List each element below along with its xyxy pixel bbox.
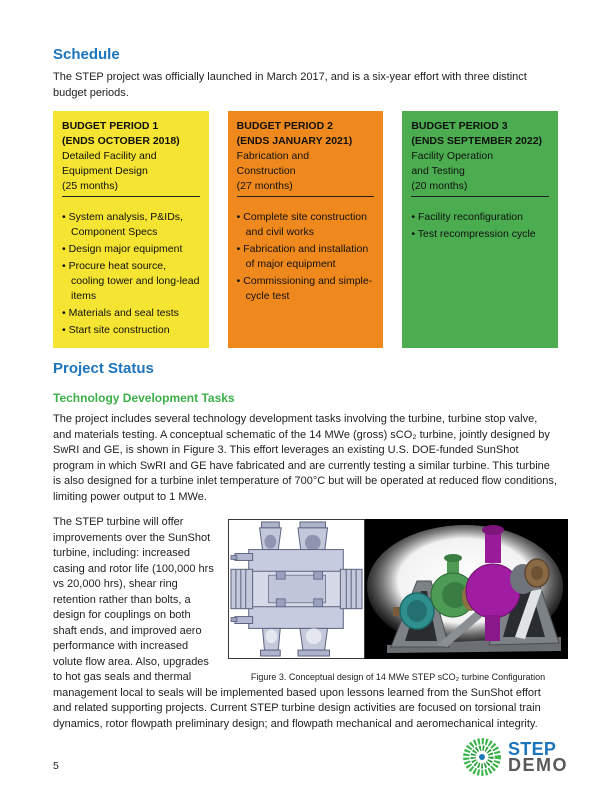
divider (237, 196, 375, 197)
logo-demo-text: DEMO (508, 755, 568, 775)
logo-wordmark (508, 741, 568, 773)
list-item: • Start site construction (62, 323, 200, 338)
turbine-swirl-icon (461, 736, 503, 778)
turbine-section (53, 515, 558, 742)
list-item: • Commissioning and simple-cycle test (237, 274, 375, 304)
budget-period-3-box (402, 111, 558, 348)
figure-3-caption: Figure 3. Conceptual design of 14 MWe STEP sCO₂ turbine Configuration (250, 672, 546, 682)
turbine-cross-section-drawing (228, 519, 365, 659)
box3-bullet-list (411, 210, 549, 242)
box3-title-line2: (ENDS SEPTEMBER 2022) (411, 135, 543, 147)
box2-subtitle-line1: Fabrication and (236, 150, 310, 162)
logo-step-text: STEP (508, 739, 557, 759)
page-number: 5 (53, 760, 59, 772)
list-item: • Materials and seal tests (62, 306, 200, 321)
list-item: • Fabrication and installation of major equipment (237, 242, 375, 272)
project-status-paragraph-2: The STEP turbine will offer improvements over the SunShot turbine, including: increased casing and rotor life (100,000 hrs vs 20,000 hrs), shear ring retention rather than bolts, a design for couplings on both shaft ends, and improved aero performance with increased volute flow area. Also, upgrades to hot gas seals and thermal management local to seals will be implemented based upon lessons learned from the SunShot effort and related supporting projects. Current STEP turbine design activities are focused on torsional train dynamics, rotor flowpath preliminary design; and flowpath mechanical and aeromechanical integrity. (53, 516, 541, 730)
box3-title-line1: BUDGET PERIOD 3 (411, 120, 508, 132)
box2-subtitle-line2: Construction (236, 165, 296, 177)
box1-duration: (25 months) (62, 180, 119, 192)
box1-bullet-list (62, 210, 200, 338)
divider (411, 196, 549, 197)
box3-duration: (20 months) (411, 180, 468, 192)
box2-title-line2: (ENDS JANUARY 2021) (236, 135, 353, 147)
list-item: • Complete site construction and civil works (237, 210, 375, 240)
turbine-render-graphic (365, 519, 568, 659)
box2-duration: (27 months) (236, 180, 293, 192)
page-content (53, 46, 558, 742)
schedule-intro-text: The STEP project was officially launched in March 2017, and is a six-year effort with three distinct budget periods. (53, 71, 527, 99)
step-demo-logo (461, 736, 568, 778)
tech-dev-tasks-subheading: Technology Development Tasks (53, 391, 235, 405)
box2-title-line1: BUDGET PERIOD 2 (236, 120, 333, 132)
schedule-heading: Schedule (53, 46, 120, 63)
list-item: • Design major equipment (62, 242, 200, 257)
budget-period-boxes (53, 111, 558, 348)
box2-bullet-list (237, 210, 375, 304)
box1-title-line2: (ENDS OCTOBER 2018) (62, 135, 180, 147)
figure-3 (228, 519, 568, 682)
list-item: • Test recompression cycle (411, 227, 549, 242)
cad-cross-section-graphic (229, 520, 364, 658)
box1-title-line1: BUDGET PERIOD 1 (62, 120, 159, 132)
budget-period-2-box (228, 111, 384, 348)
list-item: • System analysis, P&IDs, Component Specs (62, 210, 200, 240)
box3-subtitle-line1: Facility Operation (411, 150, 494, 162)
project-status-paragraph-1: The project includes several technology development tasks involving the turbine, turbine stop valve, and materials testing. A conceptual schematic of the 14 MWe (gross) sCO₂ turbine, jointly designed by SwRI and GE, is shown in Figure 3. This effort leverages an existing U.S. DOE-funded SunShot program in which SwRI and GE have fabricated and are currently testing a similar turbine. This turbine is also designed for a turbine inlet temperature of 700°C but will be operated at reduced flow conditions, limiting power output to 1 MWe. (53, 413, 557, 503)
list-item: • Procure heat source, cooling tower and long-lead items (62, 259, 200, 304)
divider (62, 196, 200, 197)
list-item: • Facility reconfiguration (411, 210, 549, 225)
project-status-heading: Project Status (53, 360, 154, 377)
box1-subtitle-line2: Equipment Design (62, 165, 148, 177)
figure-3-image (228, 519, 568, 659)
turbine-3d-render (365, 519, 568, 659)
budget-period-1-box (53, 111, 209, 348)
box3-subtitle-line2: and Testing (411, 165, 465, 177)
box1-subtitle-line1: Detailed Facility and (62, 150, 157, 162)
